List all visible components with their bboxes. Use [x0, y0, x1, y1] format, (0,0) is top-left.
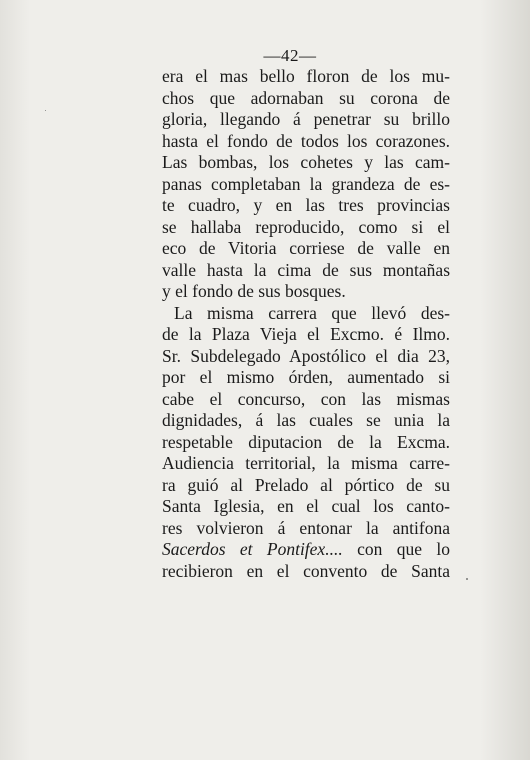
text-line: dignidades, á las cuales se unia la: [162, 410, 450, 430]
text-line: ra guió al Prelado al pórtico de su: [162, 474, 450, 495]
text-line: valle hasta la cima de sus montañas: [162, 259, 450, 280]
ink-speck: [45, 110, 46, 111]
text-line: te cuadro, y en las tres provincias: [162, 195, 450, 215]
italic-latin-phrase: Sacerdos et Pontifex....: [162, 539, 343, 559]
text-line: y el fondo de sus bosques.: [162, 281, 346, 301]
text-line: de la Plaza Vieja el Excmo. é Ilmo.: [162, 324, 450, 344]
text-line: La misma carrera que llevó des-: [174, 302, 450, 323]
text-line: hasta el fondo de todos los corazones.: [162, 130, 450, 151]
text-line: Audiencia territorial, la misma carre-: [162, 453, 450, 473]
text-line: panas completaban la grandeza de es-: [162, 173, 450, 194]
page-number: —42—: [263, 46, 317, 65]
text-line: eco de Vitoria corriese de valle en: [162, 238, 450, 258]
text-line: Santa Iglesia, en el cual los canto-: [162, 496, 450, 516]
text-line: chos que adornaban su corona de: [162, 87, 450, 108]
text-line: recibieron en el convento de Santa: [162, 560, 450, 581]
text-line: era el mas bello floron de los mu-: [162, 66, 450, 86]
text-line: se hallaba reproducido, como si el: [162, 216, 450, 237]
text-line: Las bombas, los cohetes y las cam-: [162, 152, 450, 172]
line-remainder: con que lo: [342, 539, 450, 559]
text-line: por el mismo órden, aumentado si: [162, 367, 450, 387]
text-line: cabe el concurso, con las mismas: [162, 388, 450, 409]
ink-speck: [466, 578, 468, 580]
text-line: res volvieron á entonar la antifona: [162, 517, 450, 538]
body-text: [162, 66, 450, 582]
text-line: [162, 539, 450, 561]
text-line: gloria, llegando á penetrar su brillo: [162, 109, 450, 129]
text-line: Sr. Subdelegado Apostólico el dia 23,: [162, 345, 450, 366]
text-line: respetable diputacion de la Excma.: [162, 431, 450, 452]
